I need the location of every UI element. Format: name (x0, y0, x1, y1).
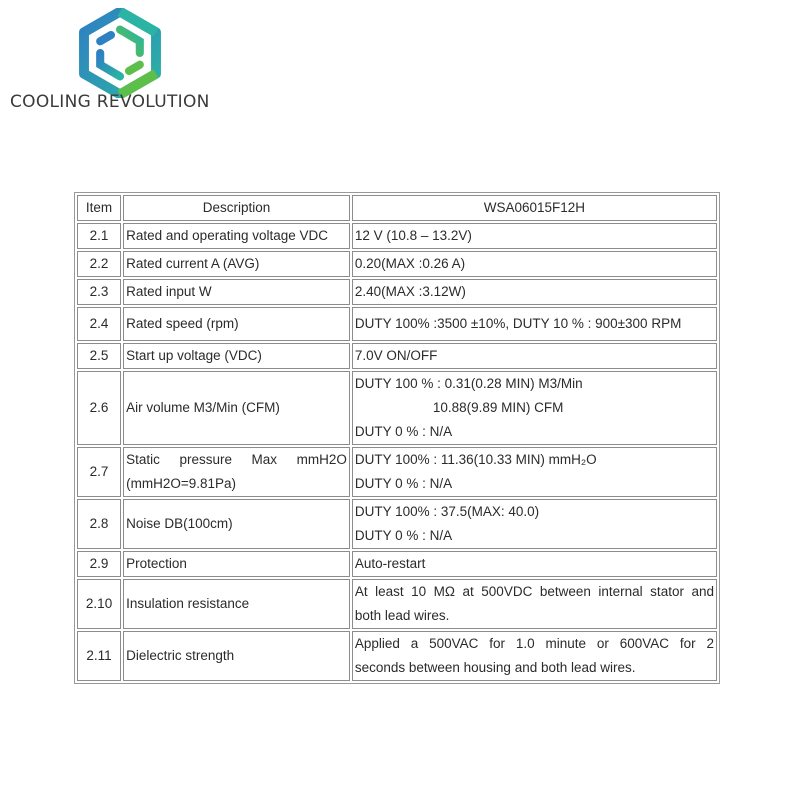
value-line: seconds between housing and both lead wires. (354, 660, 636, 675)
row-description: Protection (123, 551, 350, 577)
value-line: Applied a 500VAC for 1.0 minute or 600VAC for 2 (354, 636, 714, 651)
table-row (77, 343, 717, 369)
value-line: At least 10 MΩ at 500VDC between internal stator and (354, 584, 714, 599)
row-item: 2.3 (77, 279, 121, 305)
table-row (77, 447, 717, 497)
table-row (77, 251, 717, 277)
value-line: both lead wires. (354, 608, 450, 623)
description-line: Static pressure Max mmH2O (126, 452, 347, 467)
table-row (77, 279, 717, 305)
row-item: 2.8 (77, 499, 121, 549)
table-row (77, 371, 717, 445)
row-value (352, 447, 717, 497)
value-line: DUTY 0 % : N/A (354, 424, 453, 439)
table-row (77, 223, 717, 249)
value-line: DUTY 100% : 37.5(MAX: 40.0) (354, 504, 540, 519)
value-line: 10.88(9.89 MIN) CFM (432, 400, 564, 415)
row-value (352, 371, 717, 445)
table-row (77, 631, 717, 681)
value-line: DUTY 100 % : 0.31(0.28 MIN) M3/Min (354, 376, 583, 391)
row-description: Rated speed (rpm) (123, 307, 350, 341)
description-line: (mmH2O=9.81Pa) (126, 476, 237, 491)
row-value: 7.0V ON/OFF (352, 343, 717, 369)
row-description: Air volume M3/Min (CFM) (123, 371, 350, 445)
header-item: Item (77, 195, 121, 221)
row-description: Rated and operating voltage VDC (123, 223, 350, 249)
row-item: 2.7 (77, 447, 121, 497)
cooling-revolution-logo (75, 8, 165, 98)
row-description: Rated current A (AVG) (123, 251, 350, 277)
row-item: 2.1 (77, 223, 121, 249)
row-description (123, 447, 350, 497)
row-value: 12 V (10.8 – 13.2V) (352, 223, 717, 249)
row-description: Insulation resistance (123, 579, 350, 629)
row-item: 2.6 (77, 371, 121, 445)
value-line: DUTY 0 % : N/A (354, 528, 453, 543)
row-description: Start up voltage (VDC) (123, 343, 350, 369)
row-item: 2.9 (77, 551, 121, 577)
row-description: Dielectric strength (123, 631, 350, 681)
brand-name: COOLING REVOLUTION (10, 92, 210, 112)
value-line: DUTY 100% : 11.36(10.33 MIN) mmH₂O (354, 452, 597, 467)
row-value (352, 631, 717, 681)
value-line: DUTY 0 % : N/A (354, 476, 453, 491)
header-model: WSA06015F12H (352, 195, 717, 221)
row-value: Auto-restart (352, 551, 717, 577)
row-description: Noise DB(100cm) (123, 499, 350, 549)
row-value (352, 499, 717, 549)
row-value: DUTY 100% :3500 ±10%, DUTY 10 % : 900±300 RPM (352, 307, 717, 341)
row-item: 2.4 (77, 307, 121, 341)
row-item: 2.2 (77, 251, 121, 277)
row-item: 2.11 (77, 631, 121, 681)
row-value: 2.40(MAX :3.12W) (352, 279, 717, 305)
row-item: 2.10 (77, 579, 121, 629)
table-row (77, 551, 717, 577)
table-row (77, 499, 717, 549)
row-item: 2.5 (77, 343, 121, 369)
header-description: Description (123, 195, 350, 221)
row-value (352, 579, 717, 629)
table-row (77, 579, 717, 629)
table-header-row (77, 195, 717, 221)
row-description: Rated input W (123, 279, 350, 305)
row-value: 0.20(MAX :0.26 A) (352, 251, 717, 277)
spec-table (74, 192, 720, 684)
table-row (77, 307, 717, 341)
